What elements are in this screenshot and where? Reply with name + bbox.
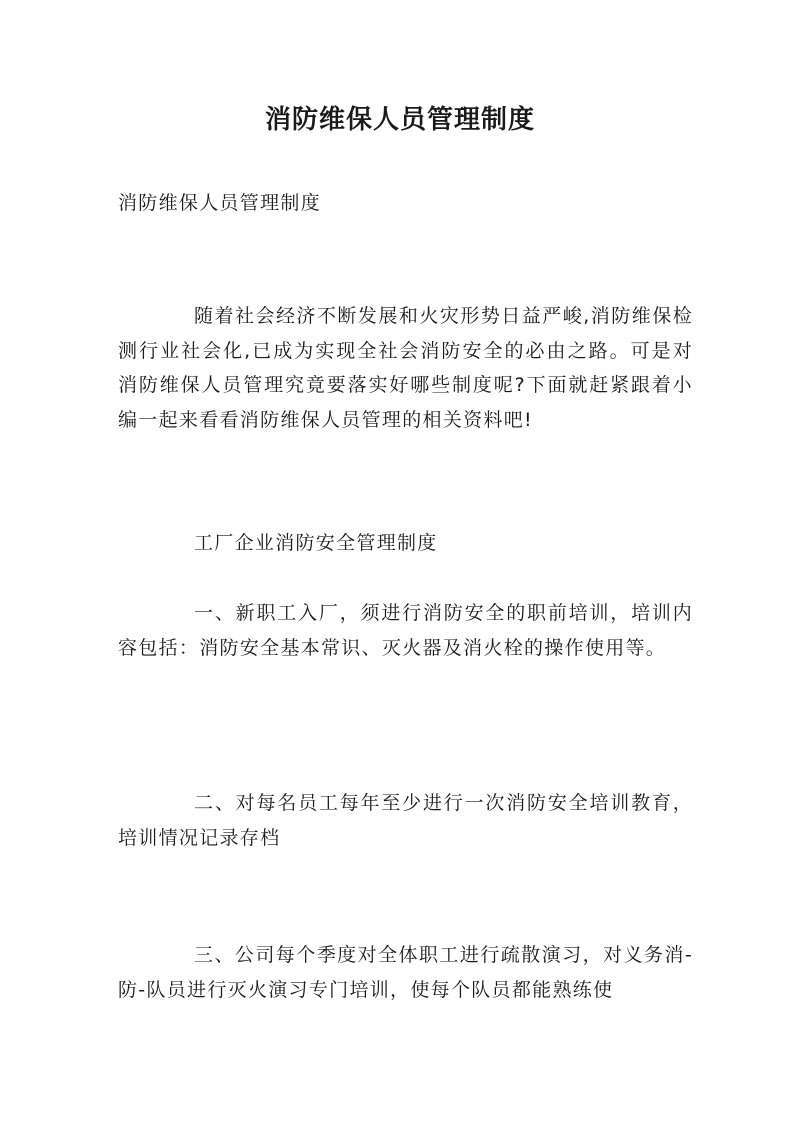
list-item-3: 三、公司每个季度对全体职工进行疏散演习，对义务消-防-队员进行灭火演习专门培训，使每个队员都能熟练使: [118, 944, 693, 1001]
document-title: 消防维保人员管理制度: [264, 105, 535, 135]
list-item-1: 一、新职工入厂，须进行消防安全的职前培训，培训内容包括：消防安全基本常识、灭火器及消火栓的操作使用等。: [118, 602, 693, 659]
section-heading: 工厂企业消防安全管理制度: [194, 532, 438, 554]
list-item-2: 二、对每名员工每年至少进行一次消防安全培训教育，培训情况记录存档: [118, 792, 693, 849]
intro-paragraph: 随着社会经济不断发展和火灾形势日益严峻,消防维保检测行业社会化,已成为实现全社会消防安全的必由之路。可是对消防维保人员管理究竟要落实好哪些制度呢?下面就赶紧跟着小编一起来看看消防维保人员管理的相关资料吧!: [118, 305, 693, 431]
document-subtitle: 消防维保人员管理制度: [118, 192, 322, 214]
